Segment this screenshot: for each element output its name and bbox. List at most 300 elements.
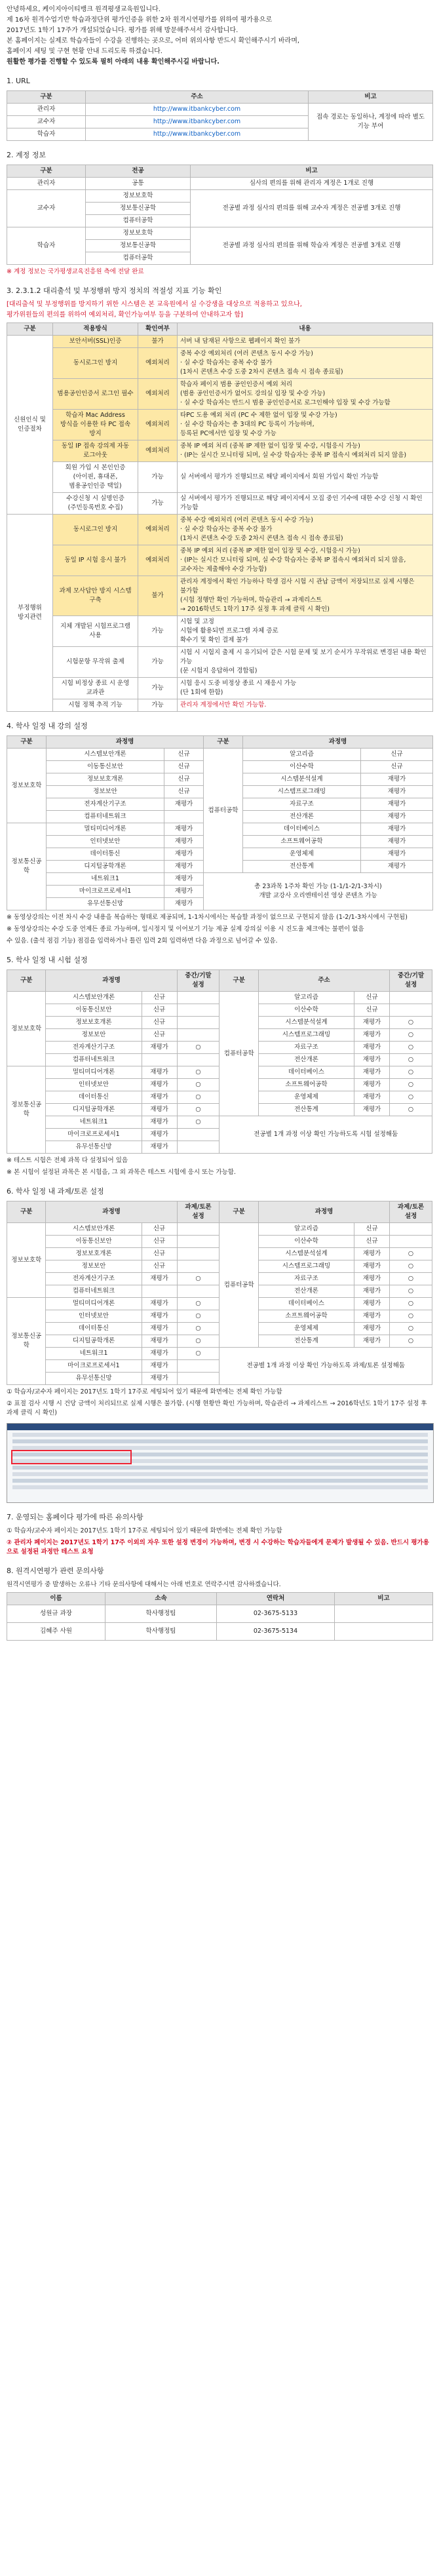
- section-title-contact: 8. 원격시연평가 관련 문의사항: [7, 1567, 104, 1575]
- antifraud-content: 시험 응시 도중 비정상 종료 시 재응시 가능 (단 1회에 한함): [178, 678, 433, 699]
- assignment-status: 재평가: [142, 1360, 177, 1373]
- account-note: 심사의 편의를 위해 관리자 계정은 1개로 진행: [191, 178, 433, 190]
- account-note: 전공별 과정 심사의 편의를 위해 교수자 계정은 전공별 3개로 진행: [191, 190, 433, 227]
- assignment-status: 재평가: [354, 1310, 389, 1323]
- antifraud-row: [7, 410, 433, 440]
- assignment-header: 과제/토론 설정: [177, 1201, 220, 1223]
- lecture-header: 구분: [7, 736, 47, 749]
- antifraud-row: [7, 348, 433, 379]
- exam-mark: ○: [390, 1029, 432, 1042]
- account-footnote: ※ 계정 정보는 국가평생교육진흥원 측에 전달 완료: [7, 268, 144, 275]
- lecture-status: 재평가: [164, 873, 204, 886]
- assignment-mark: [390, 1236, 432, 1248]
- lecture-status: 재평가: [361, 836, 433, 848]
- contact-name: 김혜주 사원: [7, 1623, 105, 1641]
- antifraud-type: 동시로그인 방지: [53, 348, 138, 379]
- antifraud-row: [7, 493, 433, 515]
- account-major: 정보통신공학: [86, 203, 191, 215]
- exam-mark: ○: [177, 1104, 220, 1116]
- assignment-course: 이동통신보안: [46, 1236, 142, 1248]
- assignment-course: 마이크로프로세서1: [46, 1360, 142, 1373]
- exam-course: 데이터베이스: [258, 1066, 354, 1079]
- antifraud-check: 예외처리: [138, 348, 178, 379]
- exam-mark: [390, 992, 432, 1004]
- exam-status: 재평가: [354, 1054, 389, 1066]
- antifraud-row: [7, 616, 433, 647]
- assignment-status: 신규: [142, 1236, 177, 1248]
- lecture-course: 데이터베이스: [243, 823, 361, 836]
- exam-status: 신규: [354, 992, 389, 1004]
- assignment-status: 재평가: [354, 1323, 389, 1335]
- exam-header: 과정명: [46, 970, 177, 992]
- lecture-status: 신규: [164, 786, 204, 798]
- antifraud-row: [7, 678, 433, 699]
- assignment-status: 재평가: [354, 1248, 389, 1260]
- exam-mark: ○: [390, 1042, 432, 1054]
- contact-desc: 원격시연평가 중 발생하는 오류나 기타 문의사항에 대해서는 아래 번호로 연락주시면 감사하겠습니다.: [7, 1581, 281, 1588]
- exam-mark: [177, 1004, 220, 1017]
- contact-name: 성원규 과장: [7, 1605, 105, 1623]
- antifraud-type: 과제 모사답안 방지 시스템 구축: [53, 576, 138, 616]
- assignment-header: 구분: [220, 1201, 258, 1223]
- exam-course: 전산통계: [258, 1104, 354, 1116]
- url-header: 구분: [7, 91, 86, 104]
- assignment-status: [142, 1285, 177, 1298]
- antifraud-row: [7, 576, 433, 616]
- lecture-status: 재평가: [164, 836, 204, 848]
- lecture-course: 정보보안: [47, 786, 164, 798]
- assignment-mark: [177, 1248, 220, 1260]
- antifraud-check: 예외처리: [138, 379, 178, 410]
- contact-phone[interactable]: 02-3675-5134: [217, 1623, 335, 1641]
- assignment-table: [7, 1201, 432, 1385]
- antifraud-content: 관리자 계정에서 확인 가능하나 학생 검사 시험 시 관납 금액이 저장되므로 실제 시행은 불가함 (시험 정행만 확인 가능하며, 학습관리 → 과제리스트 → 2016학년도 1학기 17주 실정 후 과제 클릭 시 확인): [178, 576, 433, 616]
- exam-course: 이동통신보안: [46, 1004, 142, 1017]
- assignment-note: ② 표절 검사 시행 시 건당 금액이 처리되므로 실제 시행은 불가함. (시행 현황만 확인 가능하며, 학습관리 → 과제리스트 → 2016학년도 1학기 17주 설정 후 과제 클릭 시 확인): [7, 1400, 427, 1416]
- lecture-status: [164, 811, 204, 823]
- assignment-status: 신규: [354, 1236, 389, 1248]
- assignment-mark: [177, 1236, 220, 1248]
- antifraud-group: 부정행위 방지관련: [7, 515, 53, 712]
- section-title-cautions: 7. 운영되는 홈페이다 평가에 따른 유의사항: [7, 1513, 143, 1521]
- assignment-mark: ○: [177, 1348, 220, 1360]
- assignment-course: 시스템보안개론: [46, 1223, 142, 1236]
- lecture-status: 재평가: [164, 898, 204, 910]
- screenshot-header-bar: [7, 1424, 433, 1430]
- lecture-course: 인터넷보안: [47, 836, 164, 848]
- lecture-major: 정보보호학: [7, 749, 47, 823]
- contact-dept: 학사행정팀: [105, 1605, 217, 1623]
- assignment-header: 구분: [7, 1201, 46, 1223]
- antifraud-header: 확인여부: [138, 323, 178, 336]
- intro: [7, 5, 432, 67]
- lecture-course: 시스템분석설계: [243, 773, 361, 786]
- assignment-status: 재평가: [354, 1273, 389, 1285]
- account-major: 컴퓨터공학: [86, 252, 191, 265]
- assignment-course: 전산통계: [258, 1335, 354, 1348]
- exam-mark: ○: [390, 1079, 432, 1091]
- intro-bold: 원활한 평가를 진행할 수 있도록 필히 아래의 내용 확인해주시길 바랍니다.: [7, 58, 220, 66]
- assignment-mark: ○: [177, 1323, 220, 1335]
- assignment-mark: [177, 1260, 220, 1273]
- exam-mark: ○: [177, 1066, 220, 1079]
- exam-mark: [177, 1017, 220, 1029]
- antifraud-type: 동일 IP 시험 응시 불가: [53, 545, 138, 576]
- intro-line: 본 홈페이지는 실제로 학습자들이 수강을 진행하는 곳으로, 어떠 위의사항 반드시 확인해주시기 바라며,: [7, 37, 300, 45]
- antifraud-check: 불가: [138, 576, 178, 616]
- lecture-status: 재평가: [164, 886, 204, 898]
- account-major: 컴퓨터공학: [86, 215, 191, 227]
- antifraud-row: [7, 440, 433, 462]
- exam-status: 재평가: [354, 1091, 389, 1104]
- account-major: 공통: [86, 178, 191, 190]
- assignment-course: 유무선통신망: [46, 1373, 142, 1385]
- antifraud-content: 서버 내 담재된 사항으로 웹페이지 확인 불가: [178, 336, 433, 348]
- antifraud-type: 지체 개발된 시험프로그램 사용: [53, 616, 138, 647]
- assignment-status: 재평가: [354, 1285, 389, 1298]
- antifraud-type: 범용공인인증서 로그인 필수: [53, 379, 138, 410]
- lecture-row: [7, 749, 433, 761]
- contact-phone[interactable]: 02-3675-5133: [217, 1605, 335, 1623]
- antifraud-content: 관리자 계정에서만 확인 가능함.: [178, 699, 433, 712]
- assignment-mark: ○: [177, 1310, 220, 1323]
- lecture-course: 이동통신보안: [47, 761, 164, 773]
- assignment-right-note: 전공별 1개 과정 이상 확인 가능하도록 과제/토론 설정해둠: [220, 1348, 432, 1385]
- antifraud-desc: 평가위원들의 편의를 위하여 예외처리, 확인가능여부 등을 구분하여 안내하고자 함]: [7, 311, 243, 319]
- lecture-header: 과정명: [47, 736, 204, 749]
- exam-major: 정보보호학: [7, 992, 46, 1066]
- antifraud-check: 가능: [138, 616, 178, 647]
- antifraud-content: 중복 IP 예외 처리 (중복 IP 제한 없이 입장 및 수강, 시험응시 가능) · (IP는 실시간 모니터링 되며, 실 수강 학습자는 중복 IP 접속시 예외처리 되지 않음): [178, 440, 433, 462]
- assignment-course: 컴퓨터네트워크: [46, 1285, 142, 1298]
- exam-mark: ○: [177, 1079, 220, 1091]
- antifraud-check: 가능: [138, 647, 178, 678]
- assignment-mark: [177, 1285, 220, 1298]
- assignment-status: 신규: [142, 1260, 177, 1273]
- assignment-mark: [177, 1360, 220, 1373]
- section-title-assignments: 6. 학사 일정 내 과제/토론 설정: [7, 1187, 104, 1196]
- lecture-status: 재평가: [361, 861, 433, 873]
- assignment-status: 재평가: [142, 1273, 177, 1285]
- exam-mark: ○: [390, 1091, 432, 1104]
- exam-mark: [177, 1141, 220, 1154]
- antifraud-check: 예외처리: [138, 410, 178, 440]
- lecture-status: 신규: [361, 761, 433, 773]
- antifraud-check: 가능: [138, 699, 178, 712]
- screenshot-thumbnail: [7, 1423, 434, 1503]
- exam-course: 시스템보안개론: [46, 992, 142, 1004]
- lecture-right-note: 총 23과목 1주차 확인 가능 (1-1/1-2/1-3차시) 개발 교강사 오리엔테이션 영상 콘텐츠 가능: [204, 873, 433, 910]
- exam-course: 전산개론: [258, 1054, 354, 1066]
- lecture-status: 신규: [164, 773, 204, 786]
- account-role: 교수자: [7, 190, 86, 227]
- exam-table: [7, 969, 432, 1154]
- assignment-course: 데이터베이스: [258, 1298, 354, 1310]
- exam-course: 멀티미디어개론: [46, 1066, 142, 1079]
- contact-header: 소속: [105, 1593, 217, 1605]
- exam-row: [7, 992, 432, 1004]
- antifraud-content: 중복 IP 예외 처리 (중복 IP 제한 없이 입장 및 수강, 시험응시 가능) · (IP는 실시간 모니터링 되며, 실 수강 학습자는 중복 IP 접속시 예외처리 되지 않음, 교수자는 제출해야 수강 가능함): [178, 545, 433, 576]
- lecture-course: 정보보호개론: [47, 773, 164, 786]
- lecture-status: 재평가: [164, 848, 204, 861]
- assignment-status: 재평가: [354, 1335, 389, 1348]
- account-major: 정보보호학: [86, 227, 191, 240]
- antifraud-header: 내용: [178, 323, 433, 336]
- exam-mark: [177, 1029, 220, 1042]
- assignment-course: 인터넷보안: [46, 1310, 142, 1323]
- exam-status: 재평가: [354, 1042, 389, 1054]
- antifraud-type: 학습자 Mac Address 방식을 이용한 타 PC 접속 방지: [53, 410, 138, 440]
- lecture-status: 신규: [361, 749, 433, 761]
- antifraud-content: 실 서버에서 평가가 진행되므로 해당 페이지에서 회원 가입시 확인 가능함: [178, 462, 433, 493]
- assignment-course: 디지털공학개론: [46, 1335, 142, 1348]
- exam-status: 재평가: [142, 1066, 177, 1079]
- assignment-course: 데이터통신: [46, 1323, 142, 1335]
- assignment-course: 시스템분석설계: [258, 1248, 354, 1260]
- exam-status: [142, 1054, 177, 1066]
- lecture-course: 소프트웨어공학: [243, 836, 361, 848]
- url-link[interactable]: http://www.itbankcyber.com: [86, 104, 309, 116]
- lecture-status: 재평가: [361, 773, 433, 786]
- exam-course: 운영체제: [258, 1091, 354, 1104]
- exam-course: 인터넷보안: [46, 1079, 142, 1091]
- assignment-mark: ○: [390, 1323, 432, 1335]
- assignment-mark: [390, 1223, 432, 1236]
- antifraud-row: [7, 699, 433, 712]
- antifraud-row: [7, 379, 433, 410]
- assignment-course: 이산수학: [258, 1236, 354, 1248]
- exam-course: 시스템분석설계: [258, 1017, 354, 1029]
- lecture-course: 운영체제: [243, 848, 361, 861]
- intro-line: 안녕하세요, 케이지아이티뱅크 원격평생교육원입니다.: [7, 6, 161, 13]
- exam-course: 정보보호개론: [46, 1017, 142, 1029]
- antifraud-type: 시험문항 무작위 출제: [53, 647, 138, 678]
- assignment-mark: ○: [177, 1298, 220, 1310]
- assignment-course: 시스템프로그래밍: [258, 1260, 354, 1273]
- assignment-course: 운영체제: [258, 1323, 354, 1335]
- screenshot-row: [12, 1439, 428, 1443]
- caution-item: ① 학습자/교수자 페이지는 2017년도 1학기 17주로 세팅되어 있기 때문에 화면에는 전체 확인 가능함: [7, 1527, 282, 1534]
- antifraud-row: [7, 545, 433, 576]
- assignment-mark: [177, 1373, 220, 1385]
- contact-header: 연락처: [217, 1593, 335, 1605]
- lecture-course: 멀티미디어개론: [47, 823, 164, 836]
- intro-line: 홈페이지 세팅 및 구현 현황 안내 드리도록 하겠습니다.: [7, 48, 162, 55]
- exam-header: 중간/기말 설정: [390, 970, 432, 992]
- assignment-course: 멀티미디어개론: [46, 1298, 142, 1310]
- assignment-note: ① 학습자/교수자 페이지는 2017년도 1학기 17주로 세팅되어 있기 때문에 화면에는 전체 확인 가능함: [7, 1388, 282, 1395]
- exam-header: 주소: [258, 970, 389, 992]
- exam-course: 데이터통신: [46, 1091, 142, 1104]
- lecture-status: 재평가: [164, 823, 204, 836]
- exam-header: 구분: [220, 970, 258, 992]
- exam-mark: ○: [390, 1104, 432, 1116]
- antifraud-check: 예외처리: [138, 515, 178, 545]
- exam-mark: [177, 1054, 220, 1066]
- assignment-mark: ○: [390, 1285, 432, 1298]
- lecture-header: 구분: [204, 736, 243, 749]
- section-title-exams: 5. 학사 일정 내 시험 설정: [7, 956, 88, 964]
- assignment-status: 재평가: [142, 1323, 177, 1335]
- antifraud-header: 적용방식: [53, 323, 138, 336]
- exam-status: 재평가: [142, 1042, 177, 1054]
- account-table: [7, 165, 433, 265]
- antifraud-row: [7, 336, 433, 348]
- exam-course: 디지털공학개론: [46, 1104, 142, 1116]
- screenshot-row: [12, 1485, 428, 1489]
- lecture-course: 알고리즘: [243, 749, 361, 761]
- url-table: [7, 90, 433, 141]
- antifraud-header: 구분: [7, 323, 53, 336]
- url-header: 비고: [309, 91, 433, 104]
- lecture-course: 자료구조: [243, 798, 361, 811]
- exam-mark: [177, 992, 220, 1004]
- exam-status: 재평가: [142, 1116, 177, 1129]
- antifraud-table: [7, 322, 433, 712]
- assignment-mark: ○: [390, 1335, 432, 1348]
- lecture-note: ※ 동영상강의는 이전 차시 수강 내용을 복습하는 형태로 제공되며, 1-1차시에서는 복습할 과정이 없으므로 구현되지 않음 (1-2/1-3차시에서 구현됨): [7, 914, 408, 921]
- assignment-course: 자료구조: [258, 1273, 354, 1285]
- lecture-course: 네트워크1: [47, 873, 164, 886]
- assignment-status: 재평가: [142, 1348, 177, 1360]
- assignment-course: 네트워크1: [46, 1348, 142, 1360]
- exam-course: 자료구조: [258, 1042, 354, 1054]
- antifraud-desc: [대리출석 및 부정행위를 방지하기 위한 시스템은 본 교육원에서 실 수강생을 대상으로 적용하고 있으나,: [7, 301, 302, 308]
- exam-note: ※ 본 시험이 설정된 과목은 본 시험을, 그 외 과목은 테스트 시험에 응시 또는 가능함.: [7, 1169, 236, 1176]
- url-link[interactable]: http://www.itbankcyber.com: [86, 116, 309, 128]
- antifraud-content: 시험 및 고정 시험에 활용되면 프로그램 자체 증로 확수기 및 확인 결제 불가: [178, 616, 433, 647]
- antifraud-type: 보안서버(SSL)인증: [53, 336, 138, 348]
- exam-status: 재평가: [142, 1129, 177, 1141]
- exam-course: 전자계산기구조: [46, 1042, 142, 1054]
- account-note: 전공별 과정 심사의 편의를 위해 학습자 계정은 전공별 3개로 진행: [191, 227, 433, 265]
- assignment-status: 재평가: [354, 1260, 389, 1273]
- assignment-course: 정보보호개론: [46, 1248, 142, 1260]
- contact-header: 이름: [7, 1593, 105, 1605]
- assignment-status: 신규: [142, 1248, 177, 1260]
- section-title-accounts: 2. 계정 정보: [7, 151, 46, 159]
- exam-status: 재평가: [354, 1104, 389, 1116]
- assignment-row: [7, 1348, 432, 1360]
- antifraud-check: 가능: [138, 462, 178, 493]
- exam-mark: ○: [177, 1042, 220, 1054]
- lecture-header: 과정명: [243, 736, 433, 749]
- account-header: 전공: [86, 165, 191, 178]
- assignment-status: 재평가: [354, 1298, 389, 1310]
- screenshot-row: [12, 1479, 428, 1483]
- lecture-status: 재평가: [164, 861, 204, 873]
- lecture-note: ※ 동영상강의는 수강 도중 언제든 종료 가능하며, 일시정지 및 이어보기 기능 제공 실제 강의실 이용 시 진도율 체크에는 불편이 없음: [7, 926, 364, 933]
- exam-course: 이산수학: [258, 1004, 354, 1017]
- exam-major: 정보통신공학: [7, 1066, 46, 1154]
- exam-course: 유무선통신망: [46, 1141, 142, 1154]
- lecture-course: 디지털공학개론: [47, 861, 164, 873]
- lecture-table: [7, 735, 433, 910]
- exam-mark: ○: [177, 1116, 220, 1129]
- antifraud-type: 시험 정책 추적 기능: [53, 699, 138, 712]
- assignment-mark: ○: [390, 1273, 432, 1285]
- exam-mark: ○: [390, 1017, 432, 1029]
- antifraud-check: 가능: [138, 493, 178, 515]
- url-role: 학습자: [7, 128, 86, 141]
- exam-right-note: 전공별 1개 과정 이상 확인 가능하도록 시험 설정해둠: [220, 1116, 432, 1154]
- url-header: 주소: [86, 91, 309, 104]
- exam-header: 구분: [7, 970, 46, 992]
- antifraud-check: 예외처리: [138, 440, 178, 462]
- lecture-note: 수 있음. (출석 점검 기능) 점검을 입력하거나 틀린 입력 2회 입력하면 다음 과정으로 넘어갈 수 있음.: [7, 937, 278, 945]
- antifraud-type: 회원 가입 시 본인인증 (아이핀, 휴대폰, 범용공인인증 택일): [53, 462, 138, 493]
- antifraud-type: 시험 비정상 종료 시 운영 교과관: [53, 678, 138, 699]
- antifraud-content: 학습자 페이지 범용 공인인증서 예외 처리 (범용 공인인증서가 없어도 강의실 입장 및 수강 가능) · 실 수강 학습자는 반드시 범용 공인인증서로 로그인해야 입장 및 수강 가능함: [178, 379, 433, 410]
- exam-mark: ○: [177, 1091, 220, 1104]
- antifraud-group: 신원인식 및 인증절차: [7, 336, 53, 515]
- exam-note: ※ 테스트 시험은 전체 과목 다 설정되어 있음: [7, 1157, 128, 1164]
- account-role: 관리자: [7, 178, 86, 190]
- antifraud-type: 동시로그인 방지: [53, 515, 138, 545]
- assignment-major: 정보통신공학: [7, 1298, 46, 1385]
- assignment-status: 재평가: [142, 1335, 177, 1348]
- exam-course: 정보보안: [46, 1029, 142, 1042]
- exam-mark: [177, 1129, 220, 1141]
- lecture-course: 전자계산기구조: [47, 798, 164, 811]
- assignment-status: 신규: [142, 1223, 177, 1236]
- assignment-course: 전산개론: [258, 1285, 354, 1298]
- contact-dept: 학사행정팀: [105, 1623, 217, 1641]
- exam-status: 재평가: [354, 1066, 389, 1079]
- lecture-status: 재평가: [361, 848, 433, 861]
- assignment-header: 과정명: [258, 1201, 389, 1223]
- lecture-status: 재평가: [361, 811, 433, 823]
- screenshot-row: [12, 1466, 428, 1470]
- lecture-course: 이산수학: [243, 761, 361, 773]
- exam-status: 신규: [142, 1004, 177, 1017]
- assignment-major: 컴퓨터공학: [220, 1223, 258, 1348]
- url-role: 관리자: [7, 104, 86, 116]
- exam-status: 신규: [354, 1004, 389, 1017]
- lecture-course: 데이터통신: [47, 848, 164, 861]
- assignment-course: 전자계산기구조: [46, 1273, 142, 1285]
- section-title-antifraud: 3. 2.3.1.2 대리출석 및 부정행위 방지 정치의 적절성 지표 기능 확인: [7, 286, 222, 295]
- assignment-course: 소프트웨어공학: [258, 1310, 354, 1323]
- exam-course: 네트워크1: [46, 1116, 142, 1129]
- screenshot-highlight-box: [11, 1450, 132, 1464]
- assignment-status: 신규: [354, 1223, 389, 1236]
- lecture-status: 재평가: [164, 798, 204, 811]
- lecture-course: 전산개론: [243, 811, 361, 823]
- assignment-mark: ○: [177, 1335, 220, 1348]
- lecture-row: [7, 873, 433, 886]
- exam-status: 신규: [142, 992, 177, 1004]
- exam-course: 컴퓨터네트워크: [46, 1054, 142, 1066]
- exam-major: 컴퓨터공학: [220, 992, 258, 1116]
- assignment-mark: ○: [390, 1298, 432, 1310]
- exam-status: 신규: [142, 1029, 177, 1042]
- assignment-major: 정보보호학: [7, 1223, 46, 1298]
- exam-status: 재평가: [354, 1079, 389, 1091]
- assignment-status: 재평가: [142, 1298, 177, 1310]
- lecture-status: 신규: [164, 749, 204, 761]
- contact-note: [335, 1605, 433, 1623]
- antifraud-check: 가능: [138, 678, 178, 699]
- lecture-course: 시스템프로그래밍: [243, 786, 361, 798]
- assignment-status: 재평가: [142, 1373, 177, 1385]
- antifraud-type: 수강신청 시 실명인증 (주민등록번호 수집): [53, 493, 138, 515]
- url-link[interactable]: http://www.itbankcyber.com: [86, 128, 309, 141]
- exam-status: 재평가: [142, 1141, 177, 1154]
- exam-mark: [390, 1004, 432, 1017]
- antifraud-row: [7, 515, 433, 545]
- lecture-course: 시스템보안개론: [47, 749, 164, 761]
